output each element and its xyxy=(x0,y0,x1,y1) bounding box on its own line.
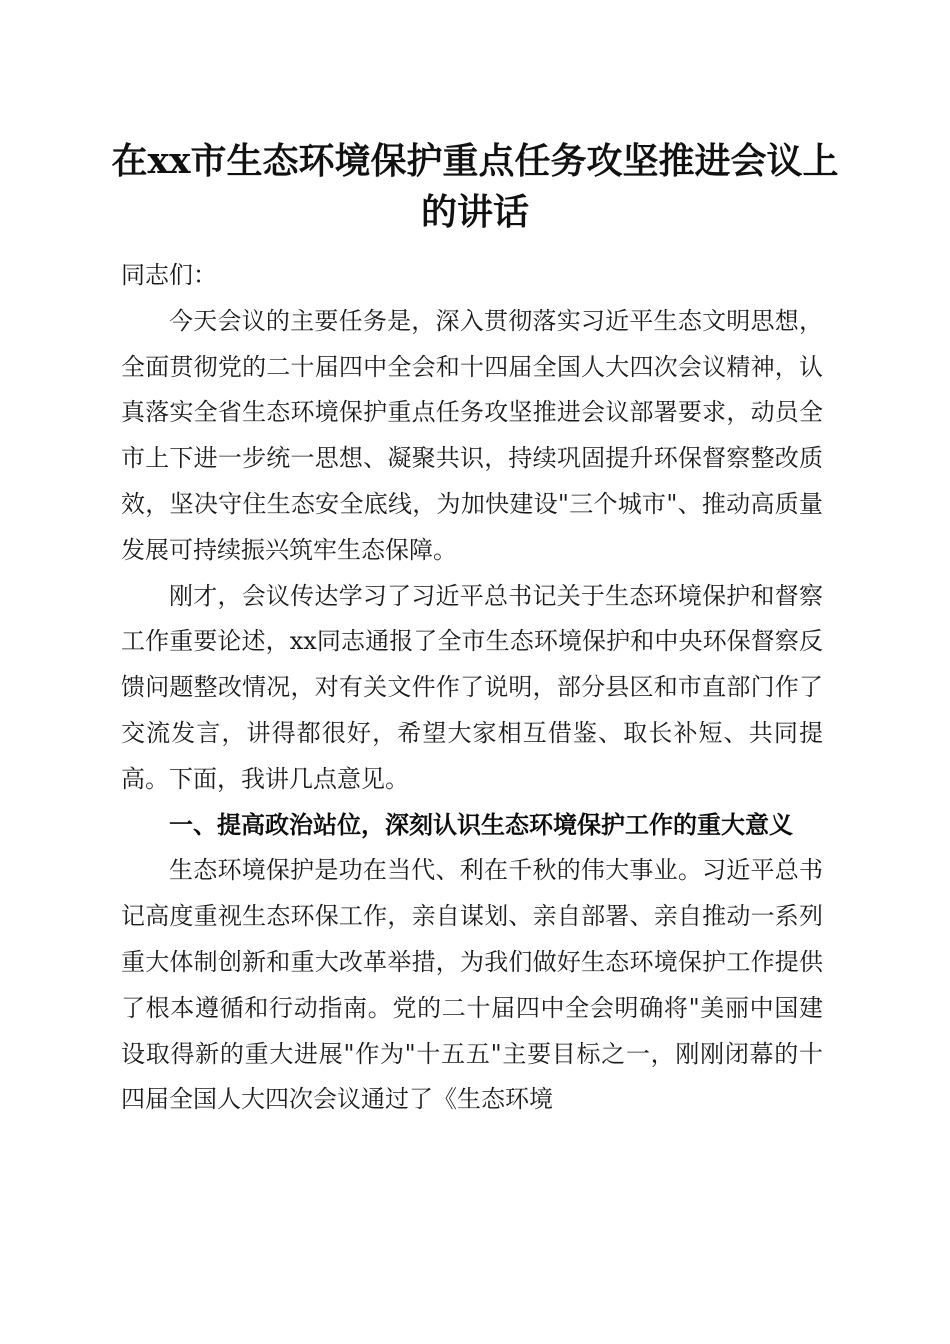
salutation: 同志们： xyxy=(121,261,217,289)
section-heading: 一、提高政治站位，深刻认识生态环境保护工作的重大意义 xyxy=(169,810,793,839)
document-title: 在xx市生态环境保护重点任务攻坚推进会议上的讲话 xyxy=(111,140,839,233)
paragraph-meeting-summary: 刚才，会议传达学习了习近平总书记关于生态环境保护和督察工作重要论述，xx同志通报了全市生态环境保护和中央环保督察反馈问题整改情况，对有关文件作了说明，部分县区和市直部门作了交流发言，讲得都很好，希望大家相互借鉴、取长补短、共同提高。下面，我讲几点意见。 xyxy=(121,581,823,793)
paragraph-section-one: 生态环境保护是功在当代、利在千秋的伟大事业。习近平总书记高度重视生态环保工作，亲自谋划、亲自部署、亲自推动一系列重大体制创新和重大改革举措，为我们做好生态环境保护工作提供了根本遵循和行动指南。党的二十届四中全会明确将"美丽中国建设取得新的重大进展"作为"十五五"主要目标之一，刚刚闭幕的十四届全国人大四次会议通过了《生态环境 xyxy=(121,856,823,1114)
paragraph-opening: 今天会议的主要任务是，深入贯彻落实习近平生态文明思想，全面贯彻党的二十届四中全会和十四届全国人大四次会议精神，认真落实全省生态环境保护重点任务攻坚推进会议部署要求，动员全市上下进一步统一思想、凝聚共识，持续巩固提升环保督察整改质效，坚决守住生态安全底线，为加快建设"三个城市"、推动高质量发展可持续振兴筑牢生态保障。 xyxy=(121,306,823,564)
document-body xyxy=(121,253,823,1123)
